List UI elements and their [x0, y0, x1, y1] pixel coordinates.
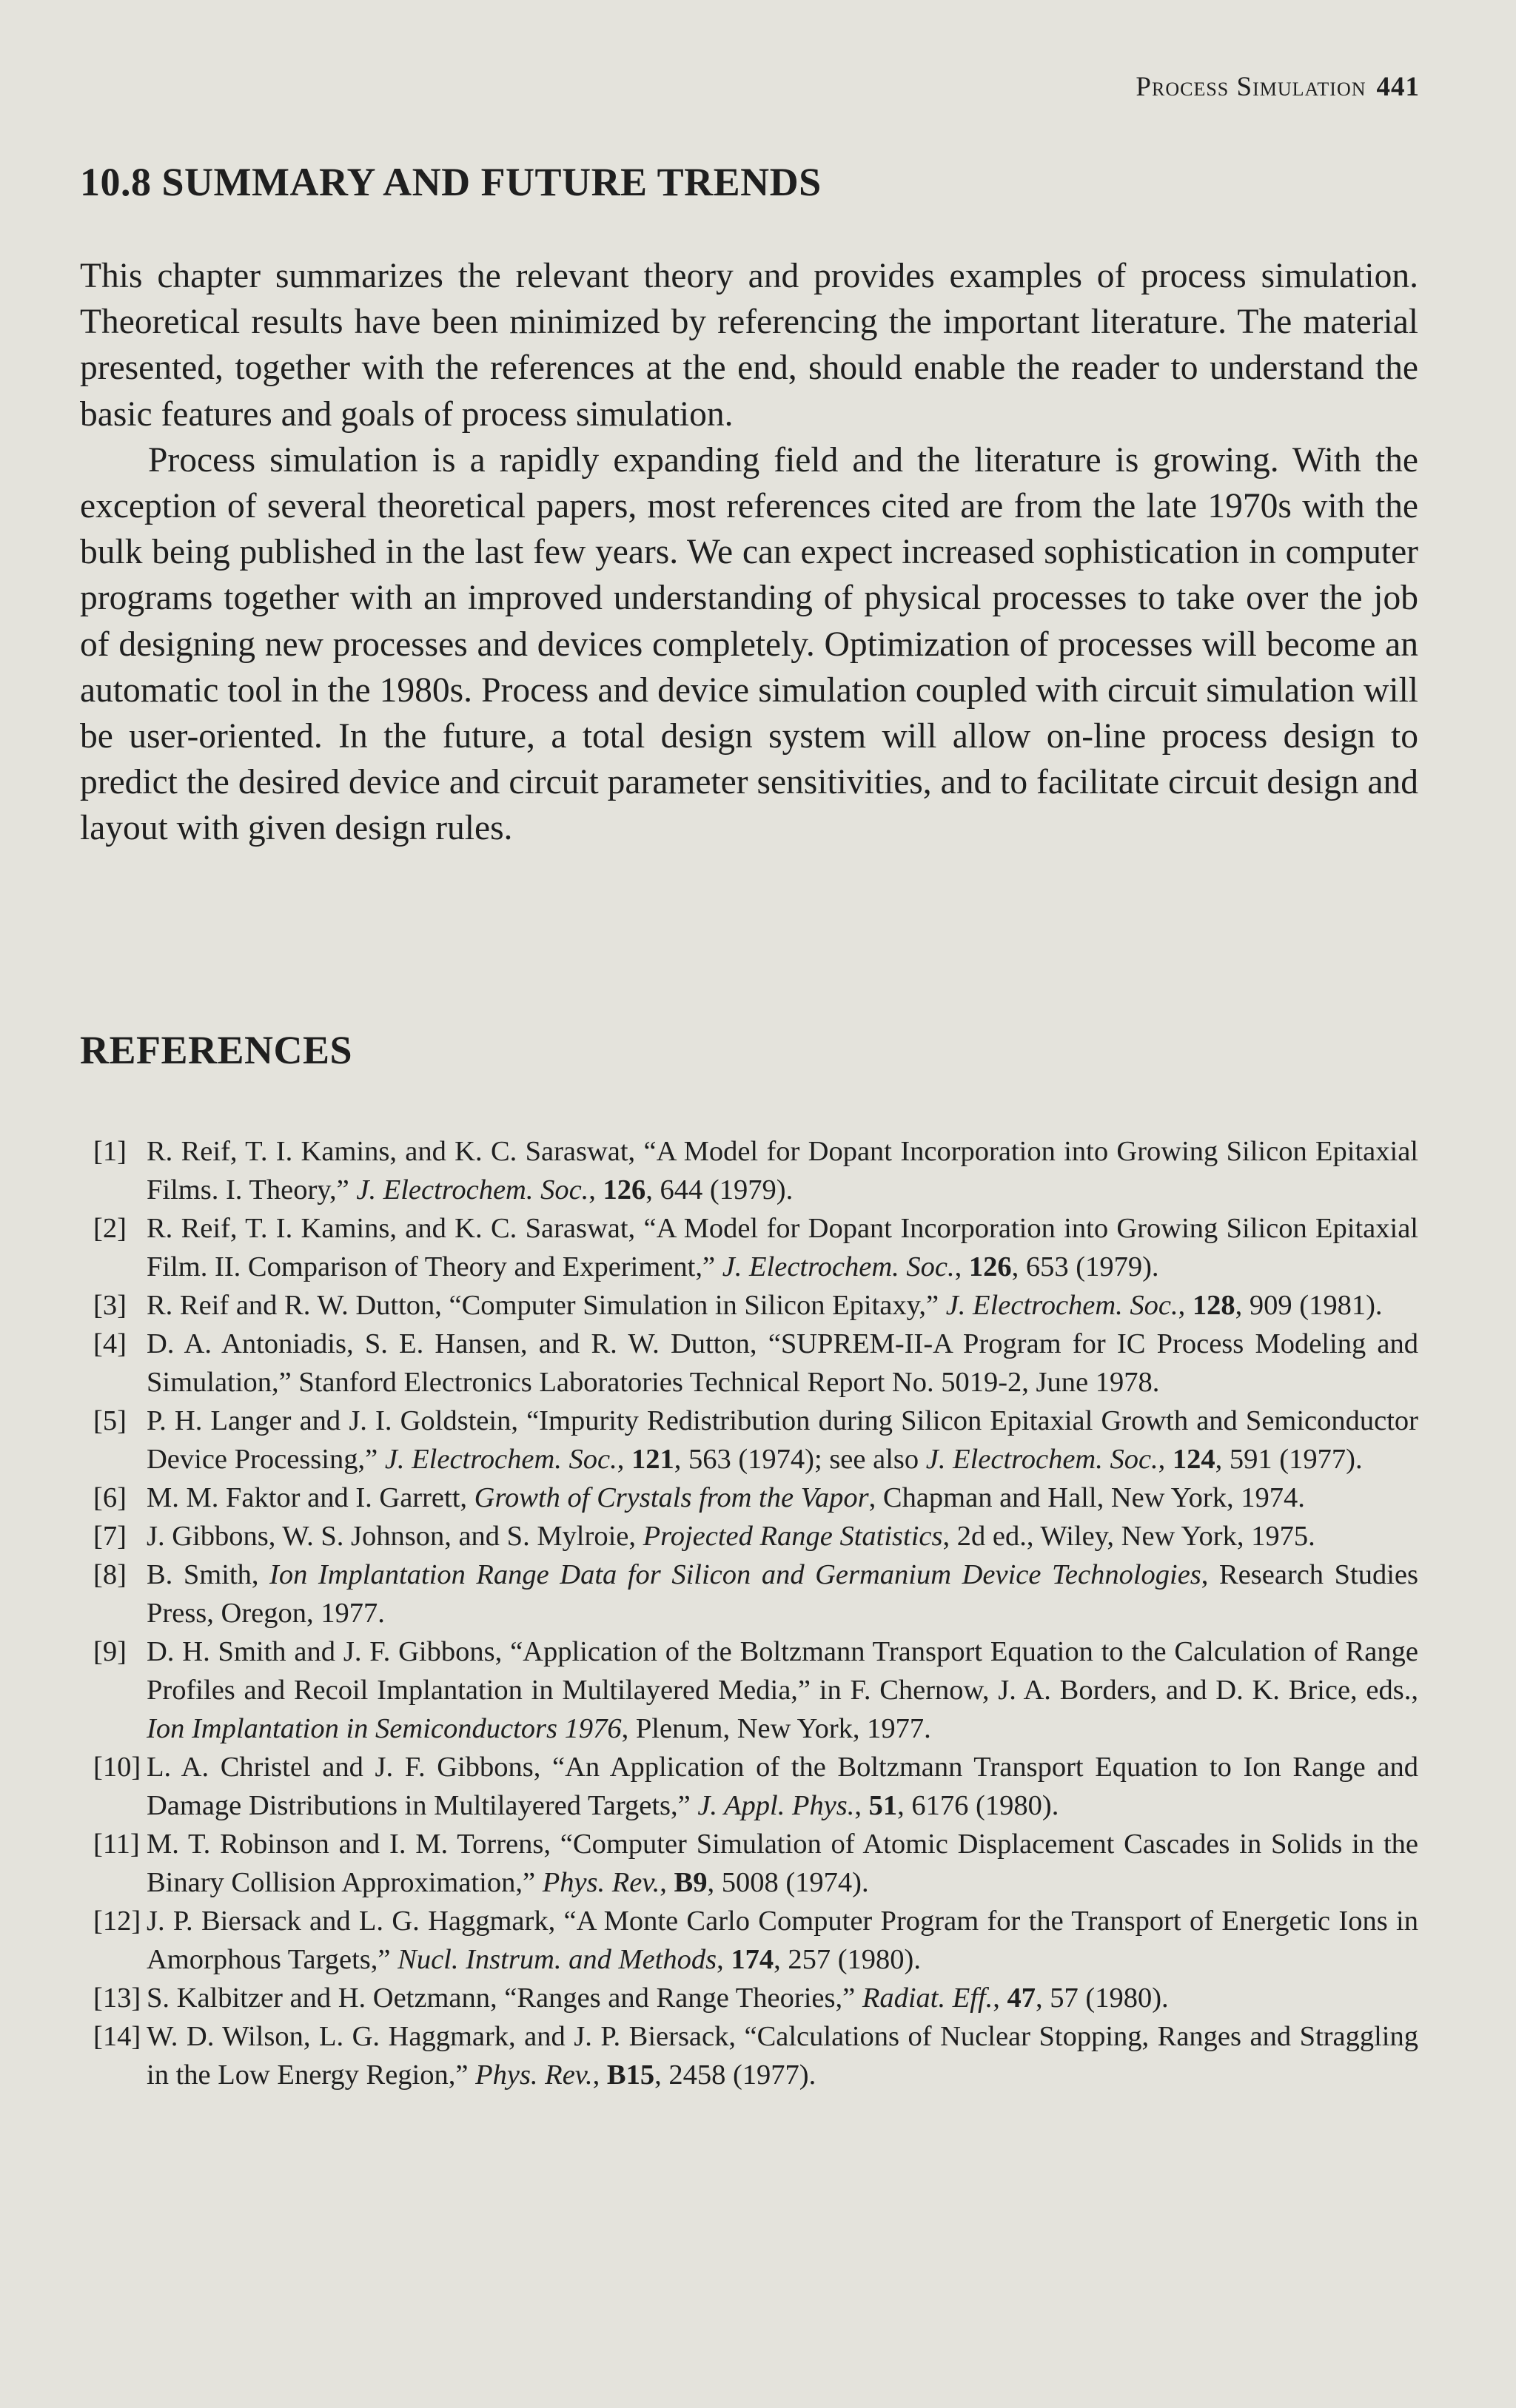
reference-source-title: Nucl. Instrum. and Methods [398, 1944, 717, 1975]
reference-volume: 128 [1192, 1290, 1235, 1321]
reference-text [147, 1325, 1418, 1402]
reference-item [80, 1479, 1418, 1517]
reference-text [147, 1286, 1418, 1325]
reference-text [147, 1479, 1418, 1517]
page-number: 441 [1376, 72, 1420, 102]
reference-segment: , [1158, 1444, 1173, 1475]
reference-volume: B15 [606, 2059, 655, 2091]
reference-item [80, 1825, 1418, 1902]
reference-source-title: J. Electrochem. Soc. [925, 1444, 1158, 1475]
reference-segment: , Research Studies Press, Oregon, 1977. [147, 1559, 1418, 1629]
reference-item [80, 1517, 1418, 1556]
reference-source-title: Projected Range Statistics [643, 1521, 943, 1552]
reference-source-title: J. Electrochem. Soc. [722, 1251, 955, 1282]
reference-item [80, 1209, 1418, 1286]
reference-text [147, 1979, 1418, 2017]
reference-item [80, 1325, 1418, 1402]
reference-text [147, 1556, 1418, 1632]
reference-number: [4] [93, 1328, 127, 1359]
reference-number: [7] [93, 1521, 127, 1552]
reference-volume: 126 [968, 1251, 1012, 1282]
reference-segment: , [717, 1944, 731, 1975]
reference-item [80, 1402, 1418, 1479]
reference-segment: R. Reif, T. I. Kamins, and K. C. Saraswat, “A Model for Dopant Incorporation into Growing Silicon Epitaxial Film. II. Comparison of Theory and Experiment,” [147, 1213, 1418, 1282]
reference-text [147, 1517, 1418, 1556]
reference-source-title: Ion Implantation Range Data for Silicon and Germanium Device Technologies [269, 1559, 1201, 1590]
reference-text [147, 2017, 1418, 2094]
reference-volume: 47 [1007, 1982, 1036, 2014]
reference-number: [1] [93, 1136, 127, 1167]
reference-number: [11] [93, 1829, 140, 1860]
reference-segment: D. H. Smith and J. F. Gibbons, “Application of the Boltzmann Transport Equation to the Calculation of Range Profiles and Recoil Implantation in Multilayered Media,” in F. Chernow, J. A. Borders, and D. K. Brice, eds., [147, 1636, 1418, 1706]
reference-segment: , [954, 1251, 969, 1282]
reference-segment: , 257 (1980). [774, 1944, 922, 1975]
reference-item [80, 1286, 1418, 1325]
reference-source-title: J. Appl. Phys. [697, 1790, 855, 1821]
reference-segment: , 909 (1981). [1235, 1290, 1383, 1321]
reference-source-title: J. Electrochem. Soc. [945, 1290, 1178, 1321]
reference-source-title: Growth of Crystals from the Vapor [474, 1482, 869, 1513]
reference-source-title: Ion Implantation in Semiconductors 1976 [147, 1713, 622, 1744]
reference-segment: R. Reif and R. W. Dutton, “Computer Simulation in Silicon Epitaxy,” [147, 1290, 946, 1321]
reference-number: [10] [93, 1752, 141, 1783]
references-heading: REFERENCES [80, 1028, 353, 1072]
section-heading: 10.8 SUMMARY AND FUTURE TRENDS [80, 160, 822, 204]
reference-number: [5] [93, 1405, 127, 1436]
reference-segment: , [588, 1174, 603, 1205]
reference-number: [2] [93, 1213, 127, 1244]
reference-segment: M. T. Robinson and I. M. Torrens, “Computer Simulation of Atomic Displacement Cascades in Solids in the Binary Collision Approximation,” [147, 1829, 1418, 1898]
references-list [80, 1132, 1418, 2094]
reference-number: [9] [93, 1636, 127, 1667]
reference-text [147, 1825, 1418, 1902]
reference-text [147, 1748, 1418, 1825]
reference-segment: D. A. Antoniadis, S. E. Hansen, and R. W. Dutton, “SUPREM-II-A Program for IC Process Modeling and Simulation,” Stanford Electronics Laboratories Technical Report No. 5019-2, June 1978. [147, 1328, 1418, 1398]
running-head [1136, 71, 1420, 103]
reference-segment: , 57 (1980). [1036, 1982, 1169, 2014]
reference-number: [13] [93, 1982, 141, 2014]
reference-segment: , [1178, 1290, 1193, 1321]
reference-segment: , Plenum, New York, 1977. [621, 1713, 931, 1744]
reference-item [80, 1902, 1418, 1979]
reference-segment: L. A. Christel and J. F. Gibbons, “An Application of the Boltzmann Transport Equation to Ion Range and Damage Distributions in Multilayered Targets,” [147, 1752, 1418, 1821]
reference-text [147, 1902, 1418, 1979]
reference-segment: , [660, 1867, 674, 1898]
reference-number: [3] [93, 1290, 127, 1321]
reference-segment: J. Gibbons, W. S. Johnson, and S. Mylroie, [147, 1521, 643, 1552]
reference-segment: M. M. Faktor and I. Garrett, [147, 1482, 474, 1513]
reference-item [80, 1556, 1418, 1632]
reference-segment: , Chapman and Hall, New York, 1974. [868, 1482, 1305, 1513]
reference-segment: , [617, 1444, 631, 1475]
reference-volume: 51 [868, 1790, 898, 1821]
reference-volume: B9 [674, 1867, 708, 1898]
reference-text [147, 1402, 1418, 1479]
reference-number: [6] [93, 1482, 127, 1513]
reference-item [80, 1748, 1418, 1825]
reference-segment: J. P. Biersack and L. G. Haggmark, “A Monte Carlo Computer Program for the Transport of Energetic Ions in Amorphous Targets,” [147, 1906, 1418, 1975]
reference-volume: 124 [1172, 1444, 1215, 1475]
reference-source-title: Radiat. Eff. [862, 1982, 993, 2014]
paragraph: This chapter summarizes the relevant theory and provides examples of process simulation. Theoretical results have been minimized by referencing the important literature. The material presented, together with the references at the end, should enable the reader to understand the basic features and goals of process simulation. [80, 257, 1418, 434]
reference-segment: , 653 (1979). [1011, 1251, 1159, 1282]
reference-segment: , 2d ed., Wiley, New York, 1975. [942, 1521, 1315, 1552]
running-head-title: Process Simulation [1136, 72, 1366, 102]
reference-segment: B. Smith, [147, 1559, 270, 1590]
reference-segment: , 5008 (1974). [707, 1867, 869, 1898]
reference-number: [8] [93, 1559, 127, 1590]
reference-segment: W. D. Wilson, L. G. Haggmark, and J. P. Biersack, “Calculations of Nuclear Stopping, Ranges and Straggling in the Low Energy Region,” [147, 2021, 1418, 2091]
reference-number: [12] [93, 1906, 141, 1937]
reference-volume: 121 [631, 1444, 674, 1475]
reference-segment: , 6176 (1980). [897, 1790, 1059, 1821]
reference-source-title: Phys. Rev. [542, 1867, 660, 1898]
reference-item [80, 1979, 1418, 2017]
reference-source-title: J. Electrochem. Soc. [356, 1174, 589, 1205]
reference-segment: , [592, 2059, 607, 2091]
reference-segment: , 591 (1977). [1215, 1444, 1363, 1475]
reference-segment: , 563 (1974); see also [674, 1444, 926, 1475]
paragraph: Process simulation is a rapidly expanding field and the literature is growing. With the exception of several theoretical papers, most references cited are from the late 1970s with the bulk being published in the last few years. We can expect increased sophistication in computer programs together with an improved understanding of physical processes to take over the job of designing new processes and devices completely. Optimization of processes will become an automatic tool in the 1980s. Process and device simulation coupled with circuit simulation will be user-oriented. In the future, a total design system will allow on-line process design to predict the desired device and circuit parameter sensitivities, and to facilitate circuit design and layout with given design rules. [80, 440, 1418, 848]
reference-segment: , [993, 1982, 1007, 2014]
reference-volume: 174 [731, 1944, 774, 1975]
reference-segment: P. H. Langer and J. I. Goldstein, “Impurity Redistribution during Silicon Epitaxial Growth and Semiconductor Device Processing,” [147, 1405, 1418, 1475]
reference-volume: 126 [603, 1174, 646, 1205]
section-body [80, 253, 1418, 852]
reference-segment: , 2458 (1977). [654, 2059, 816, 2091]
reference-segment: S. Kalbitzer and H. Oetzmann, “Ranges and Range Theories,” [147, 1982, 862, 2014]
reference-text [147, 1132, 1418, 1209]
reference-item [80, 1132, 1418, 1209]
reference-source-title: Phys. Rev. [475, 2059, 593, 2091]
reference-number: [14] [93, 2021, 141, 2052]
reference-segment: , [854, 1790, 869, 1821]
reference-source-title: J. Electrochem. Soc. [384, 1444, 617, 1475]
reference-segment: R. Reif, T. I. Kamins, and K. C. Saraswat, “A Model for Dopant Incorporation into Growing Silicon Epitaxial Films. I. Theory,” [147, 1136, 1418, 1205]
reference-segment: , 644 (1979). [645, 1174, 794, 1205]
reference-item [80, 1632, 1418, 1748]
reference-text [147, 1209, 1418, 1286]
reference-text [147, 1632, 1418, 1748]
reference-item [80, 2017, 1418, 2094]
